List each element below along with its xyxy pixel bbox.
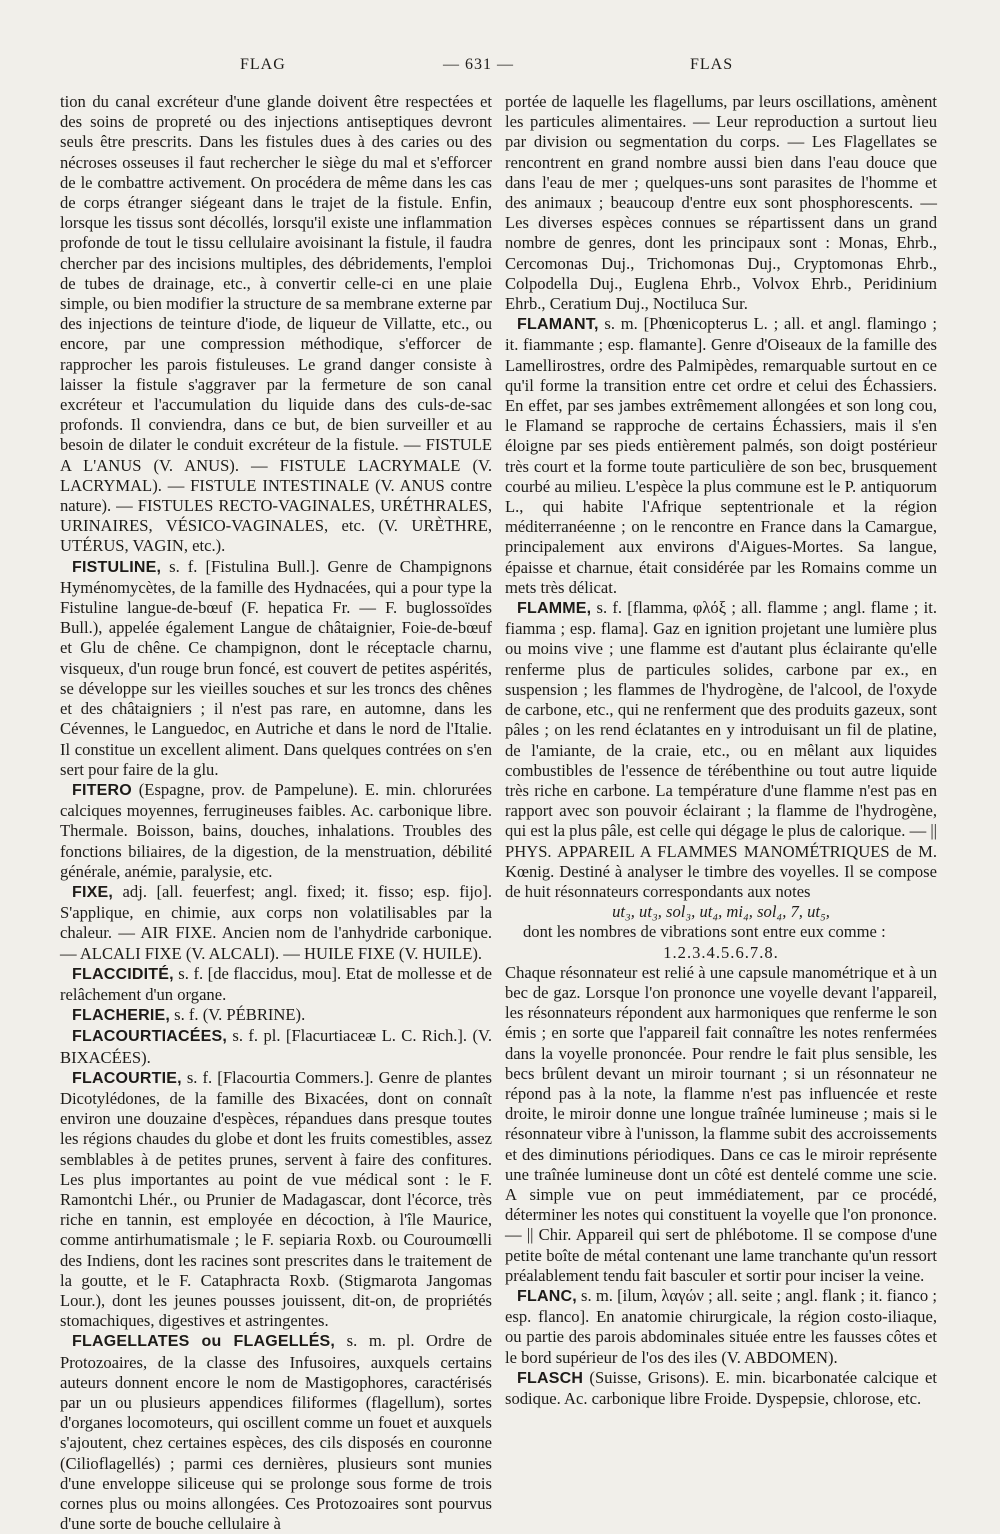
header-right-word: FLAS <box>690 56 734 73</box>
entry-flagellates <box>60 1331 492 1534</box>
entry-flacherie <box>60 1005 492 1026</box>
musical-notes-formula: ut₃, ut₃, sol₃, ut₄, mi₄, sol₄, 7, ut₅, <box>612 902 830 922</box>
definition: s. m. [Phœnicopterus L. ; all. et angl. flamingo ; it. fiammante ; esp. flamante]. Genre d'Oiseaux de la famille des Lamellirostres, ordre des Palmipèdes, remarquable surtout en ce qu'il forme la transition entre cet ordre et celui des Échassiers. En effet, par ses jambes extrêmement allongées et son long cou, le Flamand se rapproche de certains Échassiers, mais il s'en éloigne par ses pieds entièrement palmés, son doigt postérieur très court et la forme toute particulière de son bec, brusquement courbé au milieu. L'espèce la plus commune est le P. antiquorum L., qui habite l'Afrique septentrionale et la région méditerranéenne ; on le rencontre en France dans la Camargue, principalement aux environs d'Aigues-Mortes. Sa langue, épaisse et charnue, était considérée par les Romains comme un mets très délicat. <box>505 314 937 597</box>
definition: s. f. [Flacourtia Commers.]. Genre de plantes Dicotylédones, de la famille des Bixacées, dont on connaît environ une douzaine d'espèces, répandues dans presque toutes les régions chaudes du globe et dont les fruits comestibles, assez semblables à de petites prunes, servent à faire des confitures. Les plus importantes au point de vue médical sont : le F. Ramontchi Lhér., ou Prunier de Madagascar, dont l'écorce, très riche en tannin, est employée en décoction, à l'île Maurice, comme antirhumatismale ; le F. sepiaria Roxb. ou Couroumœlli des Indiens, dont les racines sont prescrites dans le traitement de la goutte, et le F. Cataphracta Roxb. (Stigmarota Jangomas Lour.), dont les jeunes pousses jouissent, dit-on, de propriétés stomachiques, digestives et astringentes. <box>60 1067 492 1331</box>
headword: FLACOURTIACÉES, <box>72 1028 227 1046</box>
entry-flaccidite <box>60 964 492 1005</box>
running-head <box>0 56 1000 80</box>
page-number: — 631 — <box>443 56 514 73</box>
definition: s. m. pl. Ordre de Protozoaires, de la classe des Infusoires, auxquels certains auteurs donnent encore le nom de Mastigophores, caractérisés par un ou plusieurs appendices filiformes (flagellum), sortes d'organes locomoteurs, qui oscillent comme un fouet et auxquels s'ajoutent, chez certaines espèces, des cils disposés en couronne (Cilioflagellés) ; parmi ces dernières, plusieurs sont munies d'une enveloppe siliceuse qui se prolonge sous forme de trois cornes plus ou moins allongées. Ces Protozoaires sont pourvus d'une sorte de bouche cellulaire à <box>60 1331 492 1534</box>
entry-flamme <box>505 598 937 902</box>
definition: s. m. [ilum, λαγών ; all. seite ; angl. flank ; it. fianco ; esp. flanco]. En anatomie chirurgicale, la région costo-iliaque, ou partie des parois abdominales située entre les fausses côtes et le bord supérieur de l'os des iles (V. ABDOMEN). <box>505 1285 937 1367</box>
entry-flanc <box>505 1286 937 1368</box>
definition: s. f. pl. [Flacurtiaceæ L. C. Rich.]. (V. BIXACÉES). <box>60 1026 492 1067</box>
right-column <box>505 92 938 1408</box>
vibration-sentence: dont les nombres de vibrations sont entre eux comme : <box>523 922 886 942</box>
entry-flasch <box>505 1368 937 1409</box>
headword: FLANC, <box>517 1287 577 1305</box>
entry-fixe <box>60 882 492 964</box>
headword: FLASCH <box>517 1369 584 1387</box>
header-left-word: FLAG <box>240 56 286 73</box>
headword: FLAMME, <box>517 600 592 618</box>
headword: FISTULINE, <box>72 558 162 576</box>
definition: s. f. [Fistulina Bull.]. Genre de Champignons Hyménomycètes, de la famille des Hydnacées, qui a pour type la Fistuline langue-de-bœuf (F. hepatica Fr. — F. buglossoïdes Bull.), appelée également Langue de châtaignier, Foie-de-bœuf et Glu de chêne. Ce champignon, dont le réceptacle charnu, visqueux, d'un rouge brun foncé, est couvert de petites aspérités, se développe sur les vieilles souches et sur les troncs des chênes et des châtaigniers ; il n'est pas rare, en automne, dans les Cévennes, le Languedoc, en Autriche et dans le nord de l'Italie. Il constitue un excellent aliment. Dans quelques contrées on s'en sert pour faire de la glu. <box>60 556 492 779</box>
entry-fistuline <box>60 557 492 780</box>
headword: FLACOURTIE, <box>72 1069 182 1087</box>
headword: FLAMANT, <box>517 316 599 334</box>
headword: FLAGELLATES ou FLAGELLÉS, <box>72 1333 336 1351</box>
entry-continuation: portée de laquelle les flagellums, par leurs oscillations, amènent les particules alimentaires. — Leur reproduction a surtout lieu par division ou segmentation du corps. — Les Flagellates se rencontrent en grand nombre aussi bien dans l'eau douce que dans l'eau de mer ; quelques-uns sont parasites de l'homme et des animaux ; beaucoup d'entre eux sont phosphorescents. — Les diverses espèces connues se répartissent dans un grand nombre de genres, dont les principaux sont : Monas, Ehrb., Cercomonas Duj., Trichomonas Duj., Cryptomonas Ehrb., Colpodella Duj., Euglena Ehrb., Volvox Ehrb., Peridinium Ehrb., Ceratium Duj., Noctiluca Sur. <box>505 92 937 314</box>
vibration-ratio: 1.2.3.4.5.6.7.8. <box>663 942 779 962</box>
headword: FLACHERIE, <box>72 1007 170 1025</box>
headword: FITERO <box>72 781 132 799</box>
definition: (Espagne, prov. de Pampelune). E. min. chlorurées calciques moyennes, ferrugineuses faibles. Ac. carbonique libre. Thermale. Boisson, bains, douches, inhalations. Troubles des fonctions biliaires, de la digestion, de la menstruation, débilité générale, anémie, paralysie, etc. <box>60 779 492 881</box>
definition: s. f. [de flaccidus, mou]. Etat de mollesse et de relâchement d'un organe. <box>60 963 492 1004</box>
definition: (Suisse, Grisons). E. min. bicarbonatée calcique et sodique. Ac. carbonique libre Froide. Dyspepsie, chlorose, etc. <box>505 1367 937 1408</box>
entry-continuation: tion du canal excréteur d'une glande doivent être respectées et des soins de propreté ou des injections antiseptiques devront seuls être prescrits. Dans les fistules dues à des caries ou des nécroses osseuses il faut rechercher le siège du mal et s'efforcer de le combattre activement. On procédera de même dans les cas de corps étranger siégeant dans le trajet de la fistule. Enfin, lorsque les tissus sont décollés, lorsqu'il existe une inflammation profonde de tout le tissu cellulaire avoisinant la fistule, il faudra chercher par des incisions multiples, des débridements, l'emploi de tubes de drainage, etc., à convertir celle-ci en une plaie simple, ou bien modifier la structure de sa membrane externe par des injections de teinture d'iode, de liqueur de Villatte, etc., ou encore, par une compression méthodique, s'efforcer de rapprocher les parois fistuleuses. Le grand danger consiste à laisser la fistule s'aggraver par la fermeture de son canal excréteur et l'accumulation du liquide dans des culs-de-sac profonds. Il conviendra, dans ce but, de bien surveiller et au besoin de dilater le conduit excréteur de la fistule. — FISTULE A L'ANUS (V. ANUS). — FISTULE LACRYMALE (V. LACRYMAL). — FISTULE INTESTINALE (V. ANUS contre nature). — FISTULES RECTO-VAGINALES, URÉTHRALES, URINAIRES, VÉSICO-VAGINALES, etc. (V. URÈTHRE, UTÉRUS, VAGIN, etc.). <box>60 92 492 556</box>
entry-flacourtiacees <box>60 1026 492 1067</box>
entry-flamant <box>505 314 937 598</box>
definition: s. f. (V. PÉBRINE). <box>170 1005 306 1025</box>
definition: adj. [all. feuerfest; angl. fixed; it. fisso; esp. fijo]. S'applique, en chimie, aux corps non volatilisables par la chaleur. — AIR FIXE. Ancien nom de l'anhydride carbonique. — ALCALI FIXE (V. ALCALI). — HUILE FIXE (V. HUILE). <box>60 881 492 963</box>
headword: FIXE, <box>72 883 114 901</box>
left-column <box>60 92 492 1534</box>
definition: s. f. [flamma, φλόξ ; all. flamme ; angl. flame ; it. fiamma ; esp. flama]. Gaz en ignition projetant une lumière plus ou moins vive ; une flamme est d'autant plus éclairante qu'elle renferme plus de particules solides, carbone par ex., en suspension ; les flammes de l'hydrogène, de l'alcool, de l'oxyde de carbone, etc., qui ne renferment que des produits gazeux, sont pâles ; on les rend éclatantes en y introduisant un fil de platine, de l'amiante, de la craie, etc., ou en mêlant aux liquides combustibles de l'essence de térébenthine ou tout autre liquide très riche en carbone. La température d'une flamme n'est pas en rapport avec son pouvoir éclairant ; la flamme de l'hydrogène, qui est la plus pâle, est celle qui dégage le plus de calorique. — || PHYS. APPAREIL A FLAMMES MANOMÉTRIQUES de M. Kœnig. Destiné à analyser le timbre des voyelles. Il se compose de huit résonnateurs correspondants aux notes <box>505 598 937 901</box>
headword: FLACCIDITÉ, <box>72 965 174 983</box>
entry-flacourtie <box>60 1068 492 1332</box>
entry-flamme-continued: Chaque résonnateur est relié à une capsule manométrique et à un bec de gaz. Lorsque l'on prononce une voyelle devant l'appareil, les résonnateurs répondent aux harmoniques que renferme le son émis ; en sorte que l'appareil fait connaître les notes renfermées dans la voyelle prononcée. Pour rendre le fait plus sensible, les becs brûlent devant un miroir tournant ; si un résonnateur ne répond pas à la note, la flamme n'est pas influencée et reste droite, le miroir donne une longue traînée lumineuse ; mais si le résonnateur vibre à l'unisson, la flamme subit des accroissements et des diminutions périodiques. Dans ce cas le miroir représente une traînée lumineuse dont un côté est dentelé comme une scie. A simple vue on peut immédiatement, par ce procédé, déterminer les notes qui constituent la voyelle que l'on prononce. — || Chir. Appareil qui sert de phlébotome. Il se compose d'une petite boîte de métal contenant une lame tranchante qu'un ressort préalablement tendu fait basculer et sortir pour inciser la veine. <box>505 962 938 1285</box>
entry-fitero <box>60 780 492 882</box>
